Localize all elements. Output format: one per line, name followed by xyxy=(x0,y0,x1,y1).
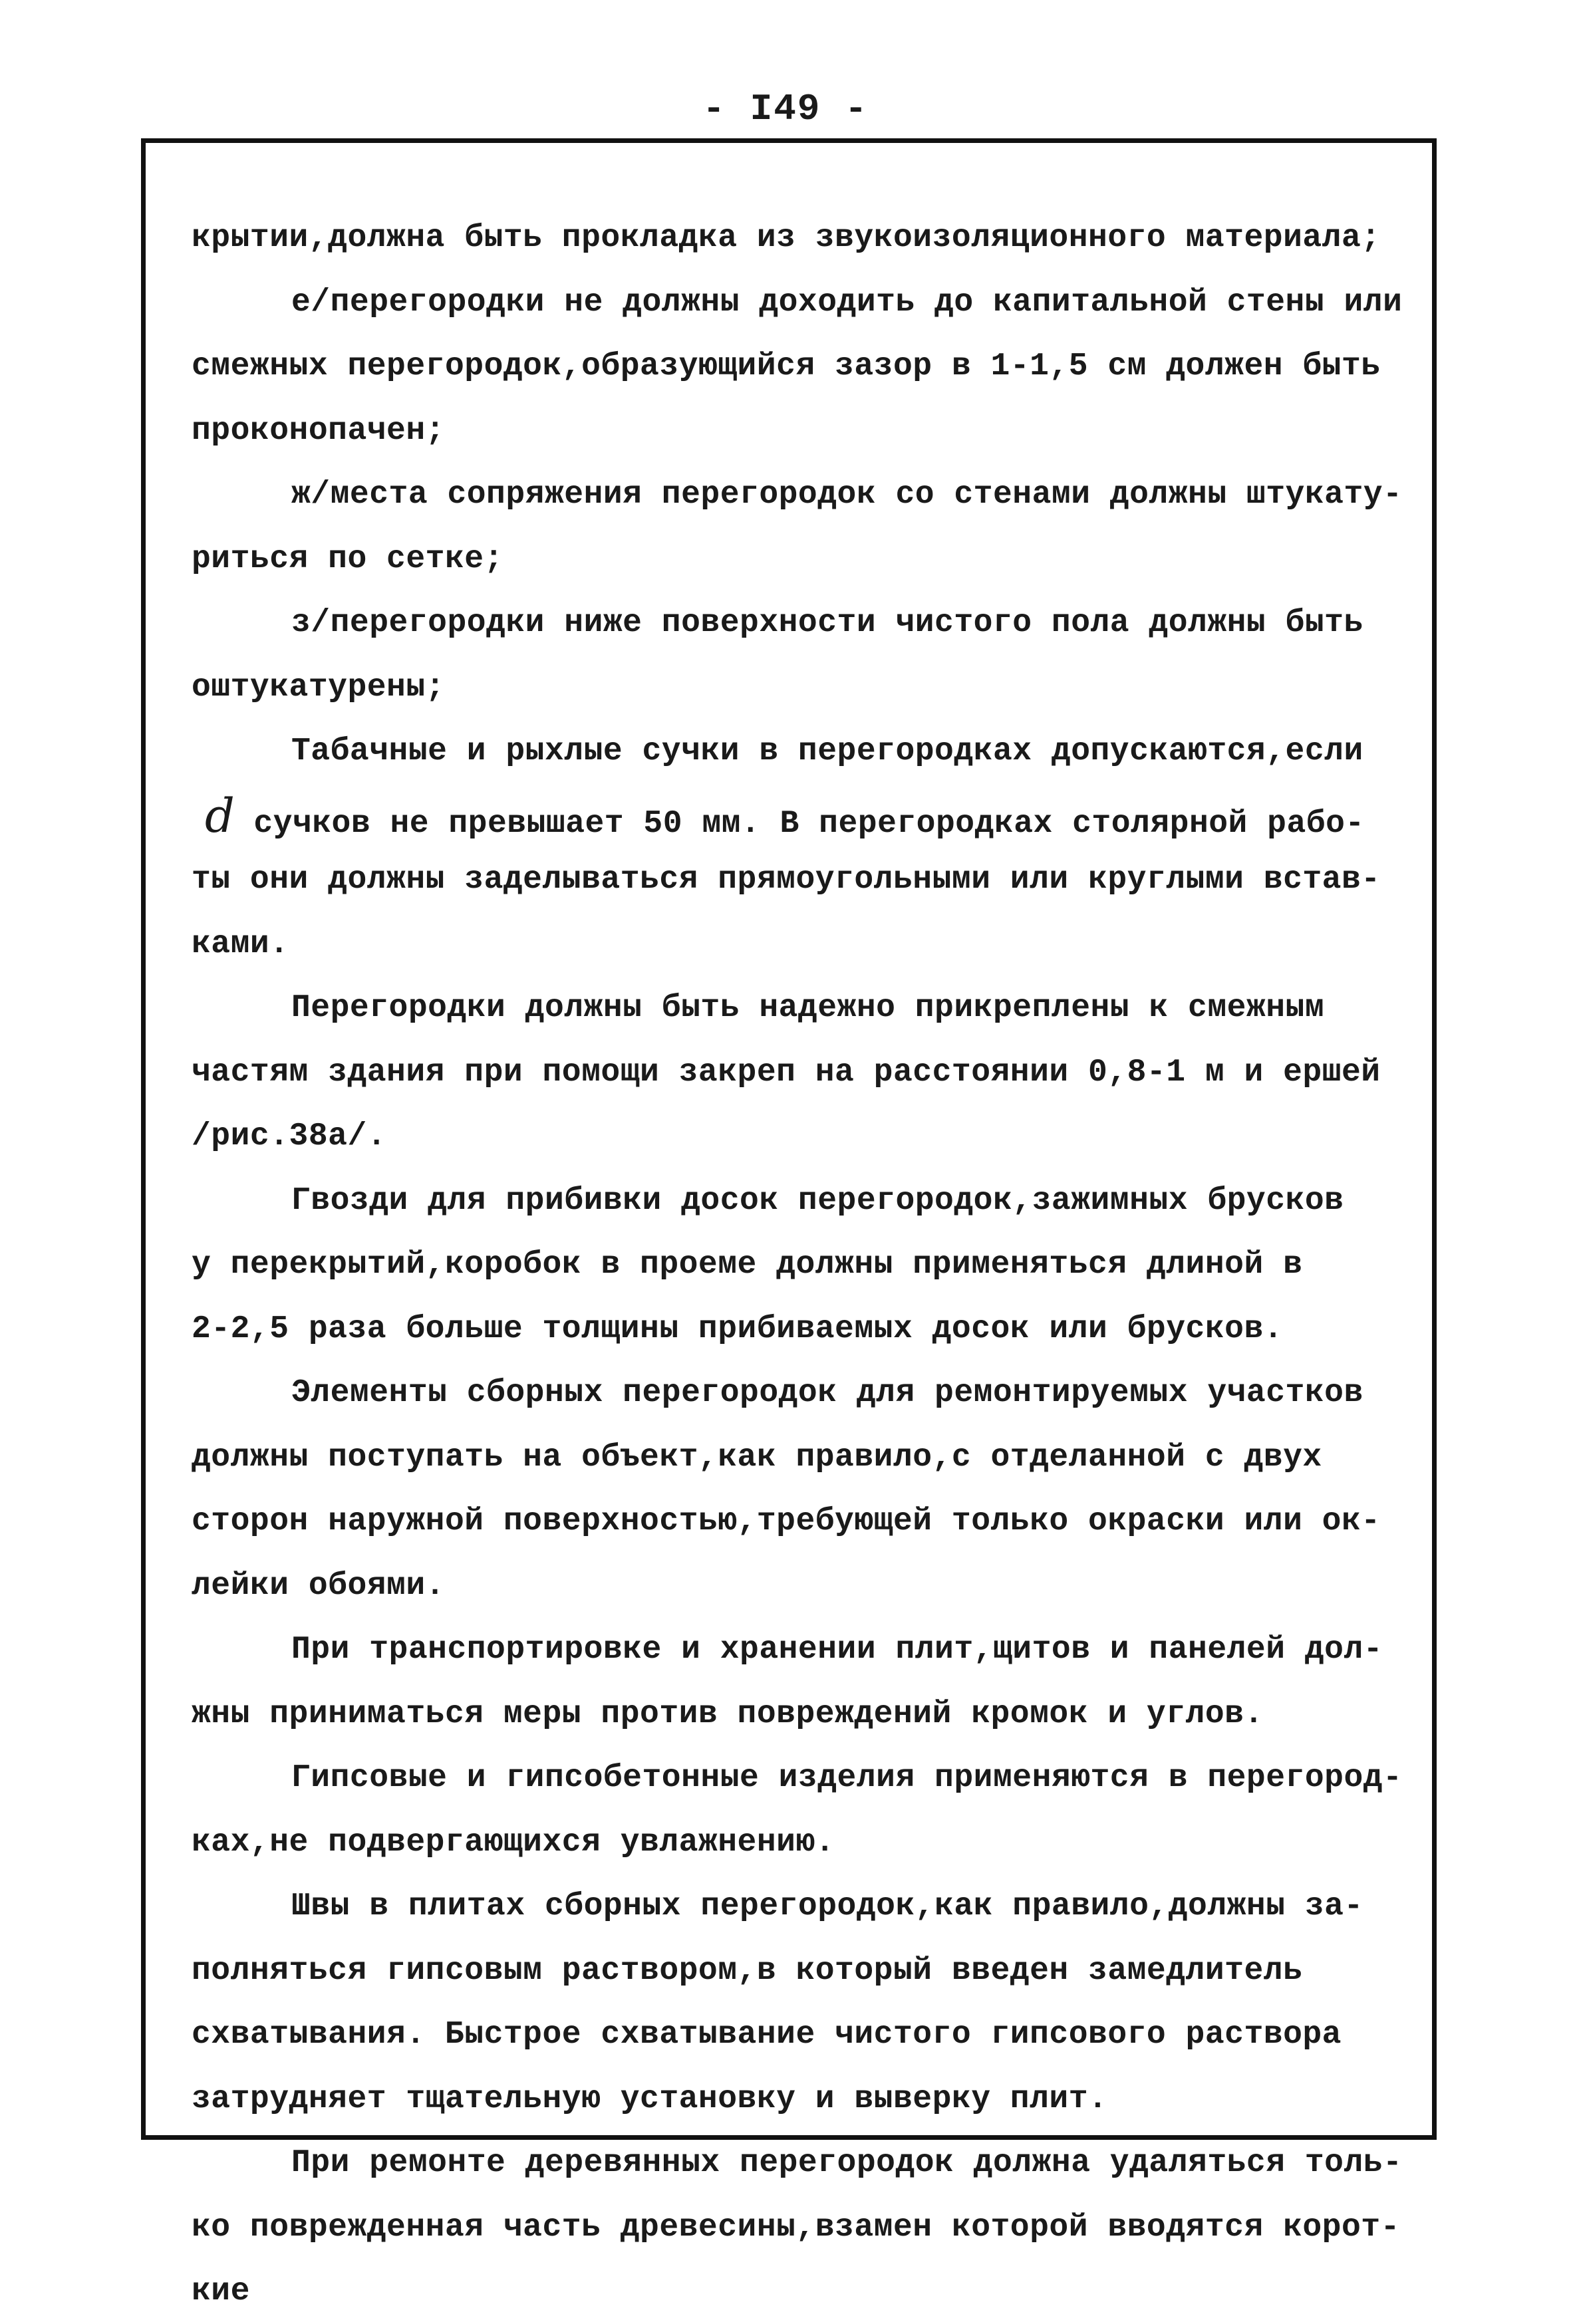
text-line: При транспортировке и хранении плит,щитов и панелей дол- xyxy=(291,1632,1383,1668)
text-line: должны поступать на объект,как правило,с отделанной с двух xyxy=(192,1439,1322,1476)
text-line: риться по сетке; xyxy=(192,541,503,577)
text-line: ках,не подвергающихся увлажнению. xyxy=(192,1824,835,1861)
text-line: ты они должны заделываться прямоугольными или круглыми встав- xyxy=(192,862,1381,898)
text-line: крытии,должна быть прокладка из звукоизоляционного материала; xyxy=(192,220,1381,256)
text-line: ками. xyxy=(192,926,289,962)
text-line: частям здания при помощи закреп на расстоянии 0,8-1 м и ершей xyxy=(192,1054,1381,1091)
text-line: Гипсовые и гипсобетонные изделия применяются в перегород- xyxy=(291,1760,1403,1796)
text-line xyxy=(192,784,1429,848)
text-line: Перегородки должны быть надежно прикреплены к смежным xyxy=(291,990,1325,1026)
text-line: проконопачен; xyxy=(192,412,445,449)
text-line: смежных перегородок,образующийся зазор в 1-1,5 см должен быть xyxy=(192,348,1381,384)
text-line: жны приниматься меры против повреждений кромок и углов. xyxy=(192,1696,1264,1732)
text-line: 2-2,5 раза больше толщины прибиваемых досок или брусков. xyxy=(192,1311,1284,1347)
text-line: Элементы сборных перегородок для ремонтируемых участков xyxy=(291,1375,1363,1411)
text-line: ко поврежденная часть древесины,взамен которой вводятся корот- xyxy=(192,2209,1400,2246)
text-line: Гвозди для прибивки досок перегородок,зажимных брусков xyxy=(291,1182,1344,1219)
body-text xyxy=(192,206,1429,2324)
text-line: кие xyxy=(192,2273,250,2309)
text-line-content: сучков не превышает 50 мм. В перегородках столярной рабо- xyxy=(253,805,1365,842)
text-line: оштукатурены; xyxy=(192,669,445,706)
text-line: схватывания. Быстрое схватывание чистого гипсового раствора xyxy=(192,2017,1342,2053)
text-line: Швы в плитах сборных перегородок,как правило,должны за- xyxy=(291,1888,1363,1924)
text-line: е/перегородки не должны доходить до капитальной стены или xyxy=(291,284,1403,321)
text-line: При ремонте деревянных перегородок должна удаляться толь- xyxy=(291,2145,1403,2181)
page-number: - I49 - xyxy=(702,88,869,130)
text-line: полняться гипсовым раствором,в который введен замедлитель xyxy=(192,1952,1303,1989)
text-line: сторон наружной поверхностью,требующей только окраски или ок- xyxy=(192,1503,1381,1539)
text-line: з/перегородки ниже поверхности чистого пола должны быть xyxy=(291,605,1363,641)
text-line: Табачные и рыхлые сучки в перегородках допускаются,если xyxy=(291,733,1363,769)
text-line: лейки обоями. xyxy=(192,1567,445,1604)
text-line: /рис.38а/. xyxy=(192,1118,387,1154)
text-line: ж/места сопряжения перегородок со стенами должны штукату- xyxy=(291,477,1403,513)
text-line: у перекрытий,коробок в проеме должны применяться длиной в xyxy=(192,1247,1303,1283)
text-line: затрудняет тщательную установку и выверку плит. xyxy=(192,2081,1108,2117)
diameter-symbol: d xyxy=(205,788,235,843)
